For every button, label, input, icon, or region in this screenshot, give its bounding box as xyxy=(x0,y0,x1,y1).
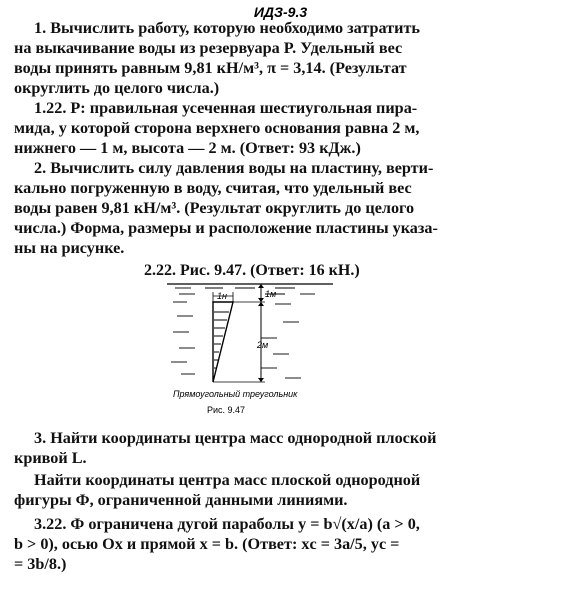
task-1-line: воды принять равным 9,81 кН/м³, π = 3,14. (Результат xyxy=(14,59,407,77)
task-3b-line: фигуры Ф, ограниченной данными линиями. xyxy=(14,491,348,509)
task-2-line: 2. Вычислить силу давления воды на пластину, верти- xyxy=(34,159,434,177)
triangle-plate xyxy=(213,302,233,382)
figure-caption: 2.22. Рис. 9.47. (Ответ: 16 кН.) xyxy=(144,262,360,279)
task-3b xyxy=(14,470,536,510)
task-3b-line: Найти координаты центра масс плоской однородной xyxy=(34,471,421,489)
label-height: 2м xyxy=(257,340,269,350)
task-1 xyxy=(14,18,536,98)
label-shape: Прямоугольный треугольник xyxy=(173,389,298,399)
task-1-22 xyxy=(14,98,536,158)
task-3 xyxy=(14,428,536,468)
task-1-22-line: нижнего — 1 м, высота — 2 м. (Ответ: 93 кДж.) xyxy=(14,139,361,157)
label-fig: Рис. 9.47 xyxy=(207,405,246,415)
label-width: 1н xyxy=(217,291,227,301)
task-1-line: на выкачивание воды из резервуара P. Удельный вес xyxy=(14,39,403,57)
task-3-22-line: = 3b/8.) xyxy=(14,555,67,573)
label-top: 1м xyxy=(265,289,277,299)
task-3-22 xyxy=(14,514,536,574)
task-2-line: воды равен 9,81 кН/м³. (Результат округлить до целого xyxy=(14,199,415,217)
task-1-22-line: мида, у которой сторона верхнего основания равна 2 м, xyxy=(14,119,420,137)
task-1-22-line: 1.22. P: правильная усеченная шестиугольная пира- xyxy=(34,99,418,117)
page-header: ИДЗ-9.3 xyxy=(253,4,308,20)
task-1-line: 1. Вычислить работу, которую необходимо затратить xyxy=(34,19,420,37)
task-3-22-line: b > 0), осью Ox и прямой x = b. (Ответ: xc = 3a/5, yc = xyxy=(14,535,400,553)
task-2-line: числа.) Форма, размеры и расположение пластины указа- xyxy=(14,219,438,237)
task-3-line: кривой L. xyxy=(14,449,87,467)
task-2 xyxy=(14,158,536,258)
task-3-line: 3. Найти координаты центра масс однородной плоской xyxy=(34,429,437,447)
task-2-line: ны на рисунке. xyxy=(14,239,125,257)
plate-figure xyxy=(165,282,335,417)
task-2-line: кально погруженную в воду, считая, что удельный вес xyxy=(14,179,412,197)
task-3-22-line: 3.22. Ф ограничена дугой параболы y = b√(x/a) (a > 0, xyxy=(34,515,420,533)
task-1-line: округлить до целого числа.) xyxy=(14,79,220,97)
water-hatching xyxy=(171,288,315,378)
